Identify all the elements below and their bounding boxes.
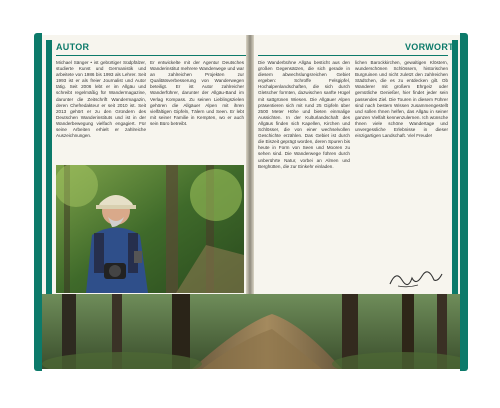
section-label-autor: AUTOR bbox=[56, 42, 90, 52]
signature-icon bbox=[388, 268, 444, 295]
author-portrait-photo bbox=[56, 165, 244, 293]
right-accent-stripe bbox=[452, 40, 458, 296]
section-label-vorwort: VORWORT bbox=[405, 42, 454, 52]
author-bio-column-2: Er entwickelte mit der Agentur Deutsches Wanderinstitut mehrere Wanderwege und war an zahlreichen Projekten zur Qualitätsverbesserung von Wanderwegen beteiligt. Er ist Autor zahlreicher Wanderführer, darunter der Allgäu-Band im Verlag Kompass. Zu seinen Lieblingszielen gehören die Allgäuer Alpen mit ihren vielfältigen Gipfeln, Tälern und Seen. Er lebt mit seiner Familie in Kempten, wo er auch sein Büro betreibt. bbox=[150, 60, 244, 126]
foreword-column-2: lichen Barockkirchen, gewaltigen Klöstern, wunderschönen Schlössern, historischen Burgruinen und nicht zuletzt den zahlreichen Städtchen, die es zu entdecken gilt. Ob Wanderer mit großem Ehrgeiz oder gemütliche Genießer, hier findet jeder sein passendes Ziel. Die Touren in diesem Führer sind nach bestem Wissen zusammengestellt und sollen Ihnen helfen, das Allgäu in seiner ganzen Vielfalt kennenzulernen. Ich wünsche Ihnen viele schöne Wandertage und unvergessliche Erlebnisse in dieser einzigartigen Landschaft. Viel Freude! bbox=[355, 60, 448, 139]
book-cover-edge-right bbox=[460, 33, 468, 371]
left-header-rule bbox=[56, 55, 246, 56]
book-cover-edge-left bbox=[34, 33, 42, 371]
foreword-column-1: Die Wanderbühne Allgäu besticht aus den großen Gegensätzen, die sich gerade in diesem abwechslungsreichen Gebiet ergeben: Schroffe Felsgipfel, Hochalpenlandschaften, die sich durch Gletscher formten, dazwischen sanfte Hügel mit sattgrünen Wiesen. Die Allgäuer Alpen präsentieren sich mit rund 25 Gipfeln über 2500 Meter Höhe und bieten einmalige Aussichten. In der Kulturlandschaft des Allgäus finden sich Kapellen, Kirchen und Schlösser, die von einer wechselvollen Geschichte erzählen. Das Gebiet ist durch die Eiszeit geprägt worden, deren Spuren bis heute in Form von Seen und Mooren zu sehen sind. Die Wanderwege führen durch unberührte Natur, vorbei an Almen und Berghütten, die zur Einkehr einladen. bbox=[258, 60, 350, 169]
right-header-rule bbox=[258, 55, 448, 56]
left-accent-stripe bbox=[46, 40, 52, 296]
author-bio-column-1: Michael Sänger • ist gebürtiger Südpfälzer, studierte Kunst und Germanistik und arbeitete von 1986 bis 1993 als Lehrer. Seit 1993 ist er als freier Journalist und Autor tätig. Seit 2006 lebt er im Allgäu und schreibt regelmäßig für Wandermagazine, darunter die Zeitschrift Wandermagazin, deren Chefredakteur er seit 2010 ist. Seit 2013 gehört er zu den Gründern des Deutschen Wanderinstituts und ist in der Wanderbewegung vielfach engagiert. Für seine Arbeiten erhielt er zahlreiche Auszeichnungen. bbox=[56, 60, 146, 139]
forest-path-photo bbox=[42, 294, 460, 369]
